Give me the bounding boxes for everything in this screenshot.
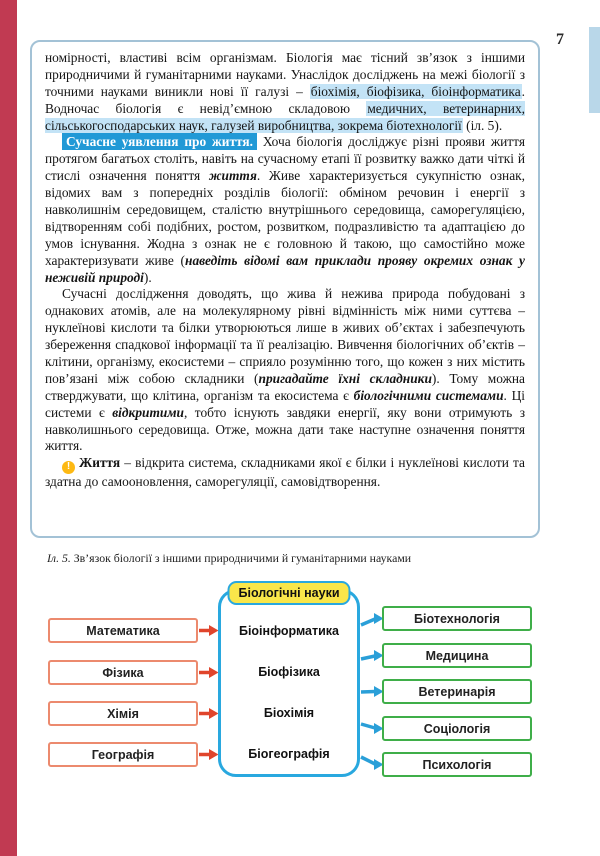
definition-text: – відкрита система, складниками якої є білки і нуклеїнові кислоти та здатна до самооновлення, саморегуляції, самовідтворення.	[45, 455, 525, 489]
highlighted-terms: медичних, ветеринарних, сільськогосподарських наук, галузей виробництва, зокрема біотехнології	[45, 100, 525, 133]
right-box-sociology: Соціологія	[382, 716, 532, 741]
highlighted-terms: біохімія, біофізика, біоінформатика	[310, 83, 521, 99]
paragraph-intro	[45, 50, 525, 134]
right-box-biotechnology: Біотехнологія	[382, 606, 532, 631]
left-box-geography: Географія	[48, 742, 198, 767]
text-run: номірності, властиві всім організмам. Біологія має тісний зв’язок з іншими природничими й гуманітарними науками. Унаслідок досліджень на межі біології з точними науками виникли нові її галузі –	[45, 50, 525, 99]
figure-caption	[47, 551, 552, 566]
task-prompt: наведіть відомі вам приклади прояву окремих ознак у неживій природі	[45, 252, 526, 285]
text-run: . Живе характеризується сукупністю ознак, відомих вам з попередніх розділів біології: обміном речовин і енергії з навколишнім середовищем, сталістю внутрішнього середовища, саморегуляцією, відтворенням собі подібних, ростом, розвитком, подразливістю та адаптацією до умов існування. Жодна з ознак не є головною й такою, що самостійно може характеризувати живе (	[45, 168, 526, 268]
figure-diagram	[30, 583, 570, 801]
definition-term: Життя	[79, 455, 121, 471]
page-edge-tab	[589, 27, 600, 113]
paragraph-modern-view	[45, 134, 525, 286]
text-run: ).	[143, 269, 152, 285]
page-edge-strip	[0, 0, 17, 856]
text-run: , тобто існують завдяки енергії, яку вони отримують з навколишнього середовища. Отже, можна дати таке наступне означення поняття життя.	[45, 404, 525, 454]
right-box-medicine: Медицина	[382, 643, 532, 668]
text-run: Хоча біологія досліджує різні прояви життя протягом багатьох століть, навіть на сучасному етапі її розвитку важко дати чіткі й стислі означення поняття	[45, 134, 525, 184]
diagram-title: Біологічні науки	[227, 581, 350, 605]
text-run: (іл. 5).	[462, 117, 503, 133]
figure-caption-text: Зв’язок біології з іншими природничими й гуманітарними науками	[70, 551, 412, 565]
run-in-heading: Сучасне уявлення про життя.	[62, 133, 257, 150]
exclamation-icon: !	[62, 461, 75, 474]
right-box-veterinary: Ветеринарія	[382, 679, 532, 704]
page-number: 7	[556, 31, 564, 48]
text-run: . Ці системи є	[45, 387, 525, 420]
text-run: . Водночас біологія є невід’ємною складовою	[45, 83, 525, 116]
left-box-mathematics: Математика	[48, 618, 198, 643]
main-text-box	[30, 40, 540, 538]
text-run: ). Тому можна стверджувати, що клітина, організм та екосистема є	[45, 370, 525, 403]
center-item: Біоінформатика	[238, 624, 340, 638]
biological-sciences-box	[218, 586, 360, 777]
center-item: Біогеографія	[248, 747, 330, 761]
text-run: Сучасні дослідження доводять, що жива й нежива природа побудовані з однакових атомів, але на молекулярному рівні відмінність між ними суттєва – нуклеїнові кислоти та білки утворюються лише в живих об’єктах і забезпечують збереження спадкової інформації та її реалізацію. Вивчення біологічних об’єктів – клітини, організму, екосистеми – сприяло розумінню того, що кожен з них містить пов’язані між собою складники (	[45, 286, 525, 386]
emphasized-term: життя	[208, 168, 257, 184]
emphasized-term: відкритими	[112, 404, 184, 420]
left-box-physics: Фізика	[48, 660, 198, 685]
right-box-psychology: Психологія	[382, 752, 532, 777]
left-box-chemistry: Хімія	[48, 701, 198, 726]
center-item: Біофізика	[258, 665, 320, 679]
center-items-list	[221, 592, 357, 774]
emphasized-term: біологічними системами	[353, 387, 504, 403]
center-item: Біохімія	[263, 706, 315, 720]
paragraph-research	[45, 286, 525, 455]
definition-paragraph	[45, 455, 525, 490]
task-prompt: пригадайте їхні складники	[258, 370, 432, 386]
figure-label: Іл. 5.	[47, 551, 71, 565]
